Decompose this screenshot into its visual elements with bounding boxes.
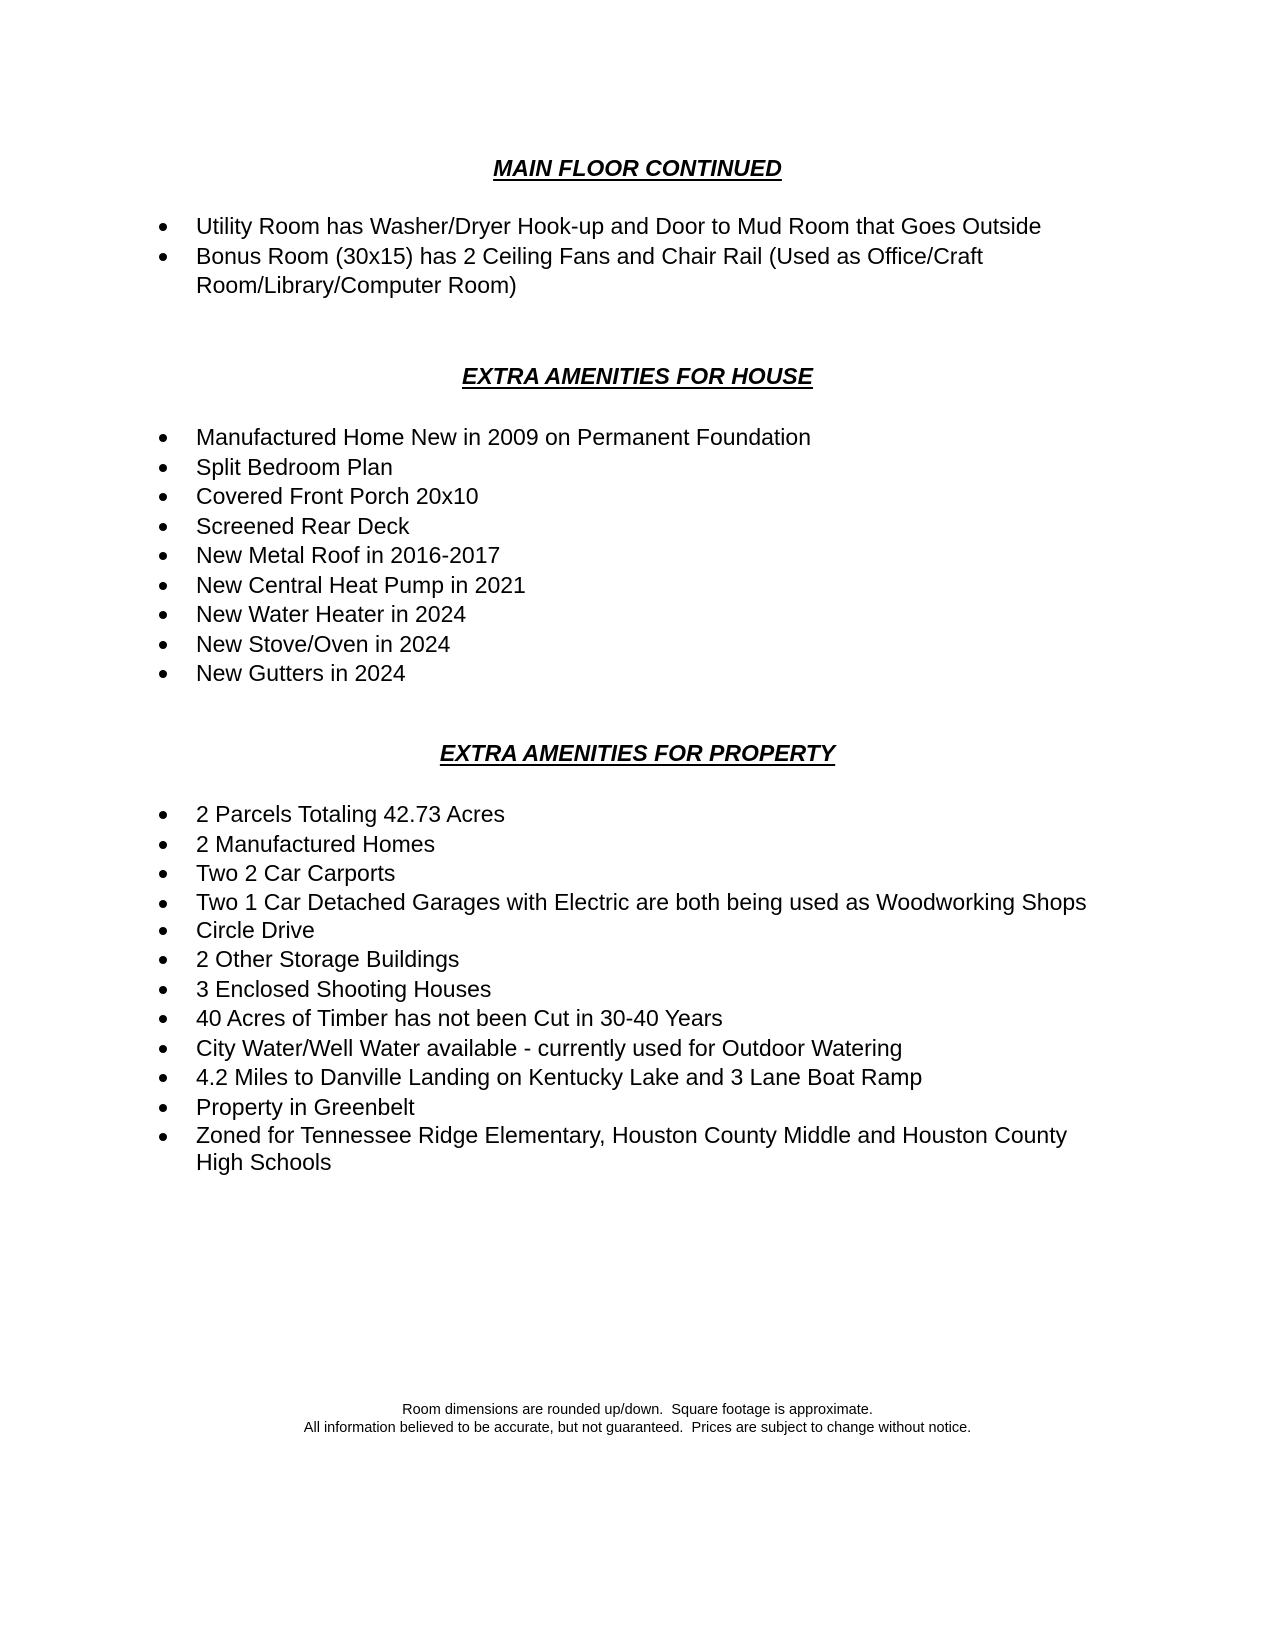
property-amenities-list [158,800,1118,1176]
list-item-text: Circle Drive [196,916,315,943]
list-item-text: Covered Front Porch 20x10 [196,483,479,509]
bullet-icon [159,1133,167,1141]
bullet-icon [159,641,167,649]
list-item-text: Bonus Room (30x15) has 2 Ceiling Fans and Chair Rail (Used as Office/Craft Room/Library/Computer Room) [196,242,984,298]
list-item-text: 4.2 Miles to Danville Landing on Kentucky Lake and 3 Lane Boat Ramp [196,1064,923,1090]
list-item [158,1063,1118,1093]
bullet-icon [159,223,167,231]
main-floor-list [158,212,1118,301]
list-item-text: Utility Room has Washer/Dryer Hook-up and Door to Mud Room that Goes Outside [196,213,1042,239]
bullet-icon [159,582,167,590]
list-item [158,975,1118,1005]
footer-line-2: All information believed to be accurate, but not guaranteed. Prices are subject to change without notice. [303,1420,972,1436]
list-item-text: Screened Rear Deck [196,512,410,539]
list-item [158,1004,1118,1034]
list-item [158,1034,1118,1064]
list-item [158,571,1118,601]
list-item [158,541,1118,571]
list-item-text: New Metal Roof in 2016-2017 [196,542,501,568]
footer-disclaimer [0,1401,1275,1437]
list-item-text: City Water/Well Water available - currently used for Outdoor Watering [196,1034,903,1061]
bullet-icon [159,956,167,964]
list-item-text: New Stove/Oven in 2024 [196,630,451,657]
bullet-icon [159,1104,167,1112]
list-item [158,945,1118,975]
list-item [158,800,1118,830]
list-item [158,1122,1118,1176]
list-item [158,512,1118,542]
list-item [158,600,1118,630]
footer-line-1: Room dimensions are rounded up/down. Square footage is approximate. [402,1402,873,1418]
bullet-icon [159,493,167,501]
list-item-text: 2 Manufactured Homes [196,830,436,857]
list-item-text: New Water Heater in 2024 [196,601,467,627]
list-item-text: 2 Parcels Totaling 42.73 Acres [196,801,505,827]
list-item-text: Split Bedroom Plan [196,453,393,480]
bullet-icon [159,464,167,472]
list-item [158,453,1118,483]
bullet-icon [159,986,167,994]
bullet-icon [159,1045,167,1053]
list-item [158,482,1118,512]
bullet-icon [159,841,167,849]
list-item [158,889,1118,916]
list-item [158,212,1118,242]
list-item [158,630,1118,660]
bullet-icon [159,523,167,531]
bullet-icon [159,552,167,560]
list-item-text: 40 Acres of Timber has not been Cut in 30-40 Years [196,1005,723,1031]
list-item [158,1093,1118,1123]
bullet-icon [159,870,167,878]
bullet-icon [159,927,167,935]
list-item-text: Two 1 Car Detached Garages with Electric are both being used as Woodworking Shops [196,888,1087,915]
bullet-icon [159,253,167,261]
bullet-icon [159,611,167,619]
list-item [158,242,1118,301]
bullet-icon [159,900,167,908]
list-item [158,916,1118,946]
list-item [158,859,1118,889]
bullet-icon [159,670,167,678]
list-item-text: Zoned for Tennessee Ridge Elementary, Houston County Middle and Houston County High Schools [196,1122,1068,1175]
bullet-icon [159,1015,167,1023]
list-item-text: 2 Other Storage Buildings [196,946,460,972]
list-item [158,830,1118,860]
bullet-icon [159,811,167,819]
list-item-text: New Central Heat Pump in 2021 [196,571,526,598]
list-item [158,423,1118,453]
list-item-text: 3 Enclosed Shooting Houses [196,975,492,1002]
section-title-extra-amenities-house: EXTRA AMENITIES FOR HOUSE [462,363,813,389]
list-item-text: Manufactured Home New in 2009 on Permanent Foundation [196,424,811,450]
bullet-icon [159,434,167,442]
list-item-text: Property in Greenbelt [196,1093,415,1120]
list-item-text: Two 2 Car Carports [196,860,396,886]
list-item-text: New Gutters in 2024 [196,660,406,686]
list-item [158,659,1118,689]
section-title-extra-amenities-property: EXTRA AMENITIES FOR PROPERTY [439,740,836,766]
section-title-main-floor-continued: MAIN FLOOR CONTINUED [493,155,782,181]
house-amenities-list [158,423,1118,689]
bullet-icon [159,1074,167,1082]
